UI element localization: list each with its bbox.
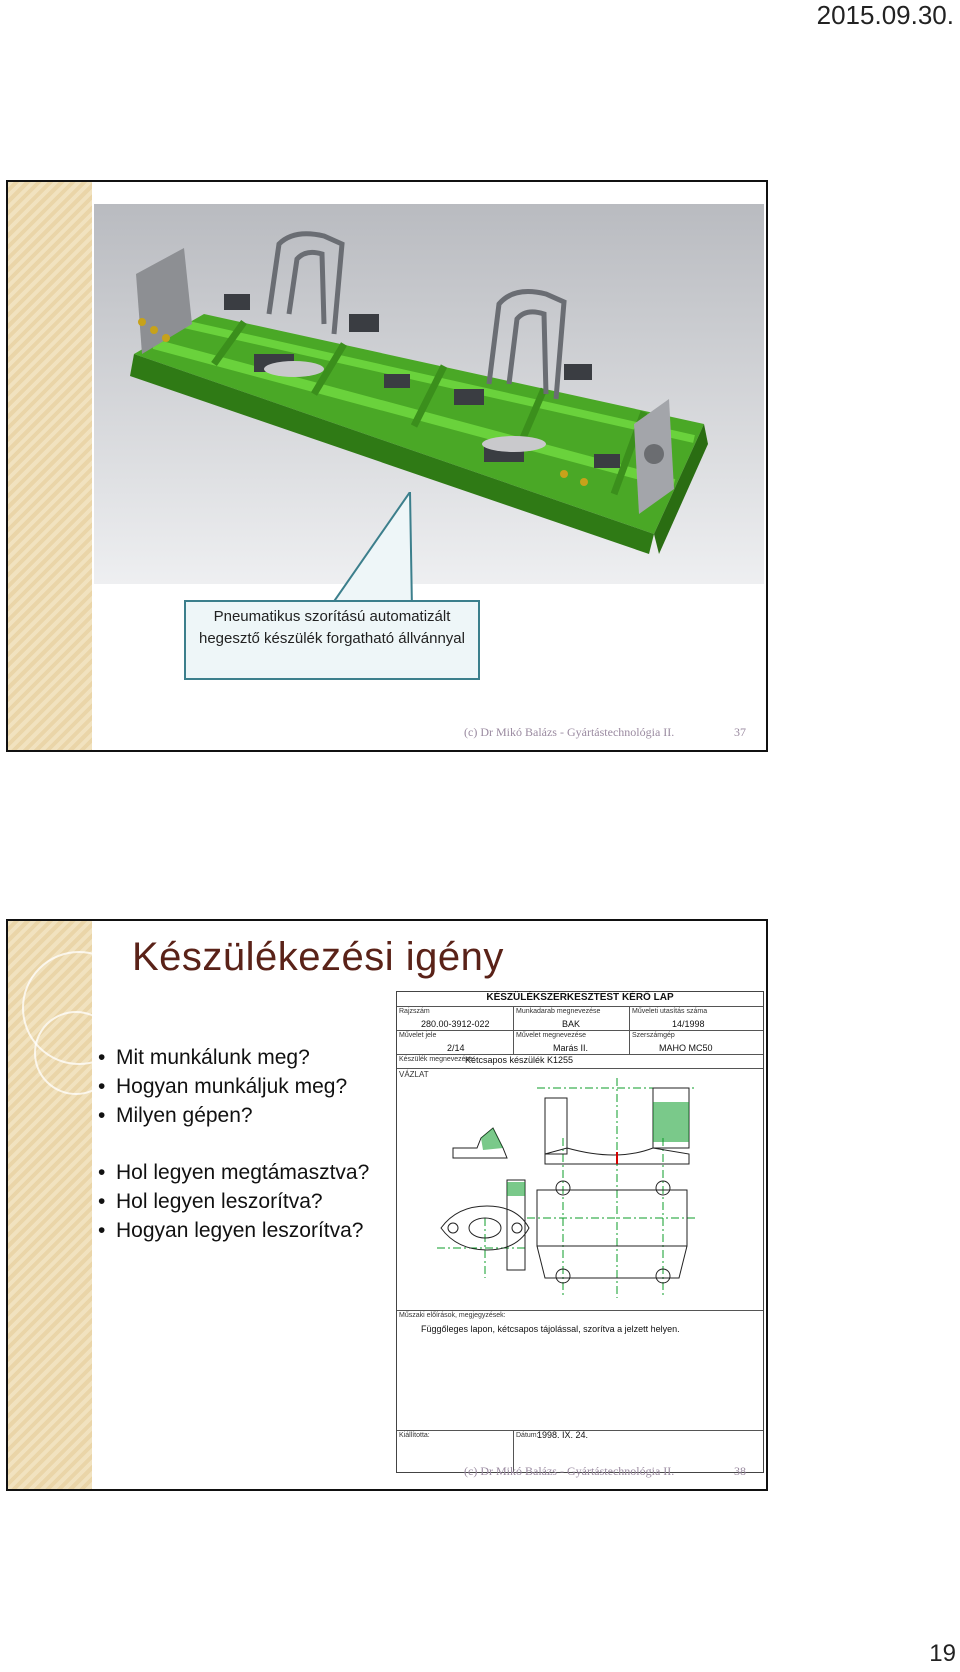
value-muveletnev: Marás II. [553, 1043, 589, 1053]
list-item: • Hol legyen megtámasztva? [98, 1158, 369, 1187]
page-number: 19 [929, 1640, 956, 1667]
label-vazlat: VÁZLAT [399, 1070, 429, 1079]
label-keszulek: Készülék megnevezése: [399, 1056, 475, 1063]
slide-number: 37 [734, 725, 746, 739]
question-list [98, 1043, 369, 1245]
label-szerszamgep: Szerszámgép [632, 1032, 675, 1039]
slide-footer: (c) Dr Mikó Balázs - Gyártástechnológia II. [464, 1464, 675, 1478]
value-keszulek: Kétcsapos készülék K1255 [465, 1055, 574, 1065]
slide-footer: (c) Dr Mikó Balázs - Gyártástechnológia II. [464, 725, 675, 739]
value-datum: 1998. IX. 24. [537, 1430, 589, 1440]
label-muveletjele: Művelet jele [399, 1032, 437, 1039]
list-item: • Mit munkálunk meg? [98, 1043, 369, 1072]
list-item: • Milyen gépen? [98, 1101, 369, 1130]
photo-caption-callout: Pneumatikus szorítású automatizált hegesztő készülék forgatható állvánnyal [184, 600, 480, 680]
label-rajzszam: Rajzszám [399, 1008, 430, 1015]
label-utasitas: Műveleti utasítás száma [632, 1008, 708, 1015]
list-item: • Hol legyen leszorítva? [98, 1187, 369, 1216]
slide-number: 38 [734, 1464, 746, 1478]
label-munkadarab: Munkadarab megnevezése [516, 1008, 601, 1015]
callout-pointer [328, 492, 488, 612]
label-muveletnev: Művelet megnevezése [516, 1032, 587, 1039]
slide-38 [6, 919, 768, 1491]
document-date: 2015.09.30. [816, 0, 954, 30]
decorative-stripe [8, 921, 92, 1489]
label-datum: Dátum: [516, 1432, 539, 1439]
value-rajzszam: 280.00-3912-022 [421, 1019, 490, 1029]
label-eloirasok: Műszaki előírások, megjegyzések: [399, 1312, 506, 1319]
value-megjegyzes: Függőleges lapon, kétcsapos tájolással, szorítva a jelzett helyen. [421, 1324, 680, 1334]
slide-title: Készülékezési igény [132, 935, 504, 979]
value-szerszamgep: MAHO MC50 [659, 1043, 713, 1053]
value-utasitas: 14/1998 [672, 1019, 705, 1029]
value-munkadarab: BAK [562, 1019, 581, 1029]
list-item: • Hogyan legyen leszorítva? [98, 1216, 369, 1245]
value-muveletjele: 2/14 [447, 1043, 465, 1053]
slide-37 [6, 180, 768, 752]
list-item: • Hogyan munkáljuk meg? [98, 1072, 369, 1101]
decorative-stripe [8, 182, 92, 750]
form-title: KÉSZÜLÉKSZERKESZTEST KÉRŐ LAP [486, 992, 674, 1003]
label-kiallitotta: Kiállította: [399, 1432, 430, 1439]
technical-drawing [397, 1078, 763, 1304]
fixture-request-form [396, 991, 764, 1473]
